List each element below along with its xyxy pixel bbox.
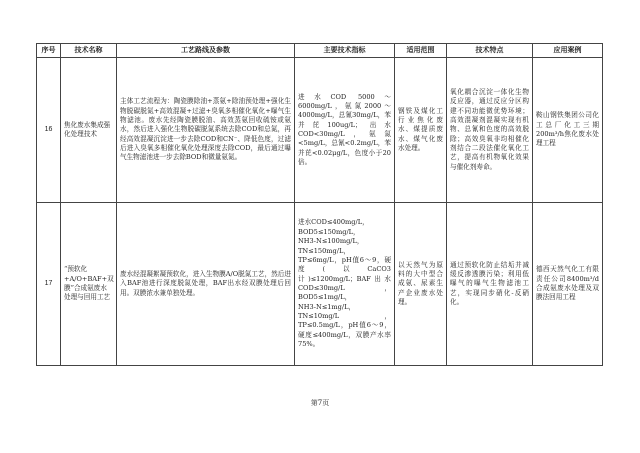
application-scope: 钢铁及煤化工行业焦化废水、煤提质废水、煤气化废水处理。 [395,58,447,203]
header-route: 工艺路线及参数 [117,44,295,58]
tech-name: “预软化+A/O+BAF+双膜”合成氨废水处理与回用工艺 [61,203,117,366]
indicator-line: BOD5≤150mg/L， [298,227,360,236]
application-scope: 以天然气为原料的大中型合成氨、尿素生产企业废水处理。 [395,203,447,366]
main-indicators: 进水COD 5000～6000mg/L，氨氮2000～4000mg/L，总氰30mg/L，苯并芘100ug/L；出水COD<30mg/L，氨氮<5mg/L，总氰<0.2mg/L，苯并芘<0.02μg/L，色度小于20倍。 [295,58,395,203]
row-number: 17 [37,203,61,366]
header-features: 技术特点 [447,44,533,58]
process-route: 主体工艺流程为：陶瓷膜除油+蒸氨+除油预处理+强化生物脱碳脱氮+高效混凝+过滤+臭氧多相催化氧化+曝气生物滤池。废水先经陶瓷膜脱油、高效蒸氨回收硫铵或氨水，然后进入强化生物脱碳脱氮系统去除COD和总氮，再经高效混凝沉淀进一步去除COD和CN⁻、降低色度，过滤后进入臭氧多相催化氧化处理深度去除COD，最后通过曝气生物滤池进一步去除BOD和微量氨氮。 [117,58,295,203]
table-row [37,203,603,366]
application-case: 鞍山钢铁集团公司化工总厂化工三期200m³/h焦化废水处理工程 [533,58,603,203]
table-row [37,58,603,203]
main-indicators [295,203,395,366]
tech-features: 氧化耦合沉淀一体化生物反应器，通过反应分区构建不同功能微优势环境；高效混凝剂混凝实现有机物、总氰和色度的高效脱除；高效臭氧非均相催化剂结合二段法催化氧化工艺，提高有机物氧化效果与催化剂寿命。 [447,58,533,203]
indicator-line: TP≤6mg/L，pH值6～9，硬度(以CaCO3计)≤1200mg/L；BAF出水COD≤30mg/L，BOD5≤1mg/L， [298,255,391,302]
header-cases: 应用案例 [533,44,603,58]
indicator-line: 进水COD≤400mg/L， [298,218,369,227]
indicator-line: TN≤150mg/L， [298,246,350,255]
header-name: 技术名称 [61,44,117,58]
indicator-line: TN≤10mg/L，TP≤0.5mg/L，pH值6～9，硬度≤400mg/L，双膜产水率75%。 [298,312,391,349]
process-route: 废水经混凝絮凝预软化，进入生物膜A/O脱氮工艺，然后进入BAF池进行深度脱氮处理，BAF出水经双膜处理后回用。双膜浓水兼单独处理。 [117,203,295,366]
tech-features: 通过预软化防止结垢并减缓反渗透膜污染；利用低曝气的曝气生物滤池工艺，实现同步硝化-反硝化。 [447,203,533,366]
indicator-line: NH3-N≤1mg/L， [298,302,356,311]
indicator-line: NH3-N≤100mg/L， [298,237,364,246]
tech-name: 焦化废水集成强化处理技术 [61,58,117,203]
header-no: 序号 [37,44,61,58]
table-header-row [37,44,603,58]
application-case: 德西天然气化工有限责任公司8400m³/d合成氨废水处理及双膜法回用工程 [533,203,603,366]
header-scope: 适用范围 [395,44,447,58]
technology-table [36,43,603,366]
row-number: 16 [37,58,61,203]
header-index: 主要技术指标 [295,44,395,58]
page-number: 第7页 [310,399,330,407]
